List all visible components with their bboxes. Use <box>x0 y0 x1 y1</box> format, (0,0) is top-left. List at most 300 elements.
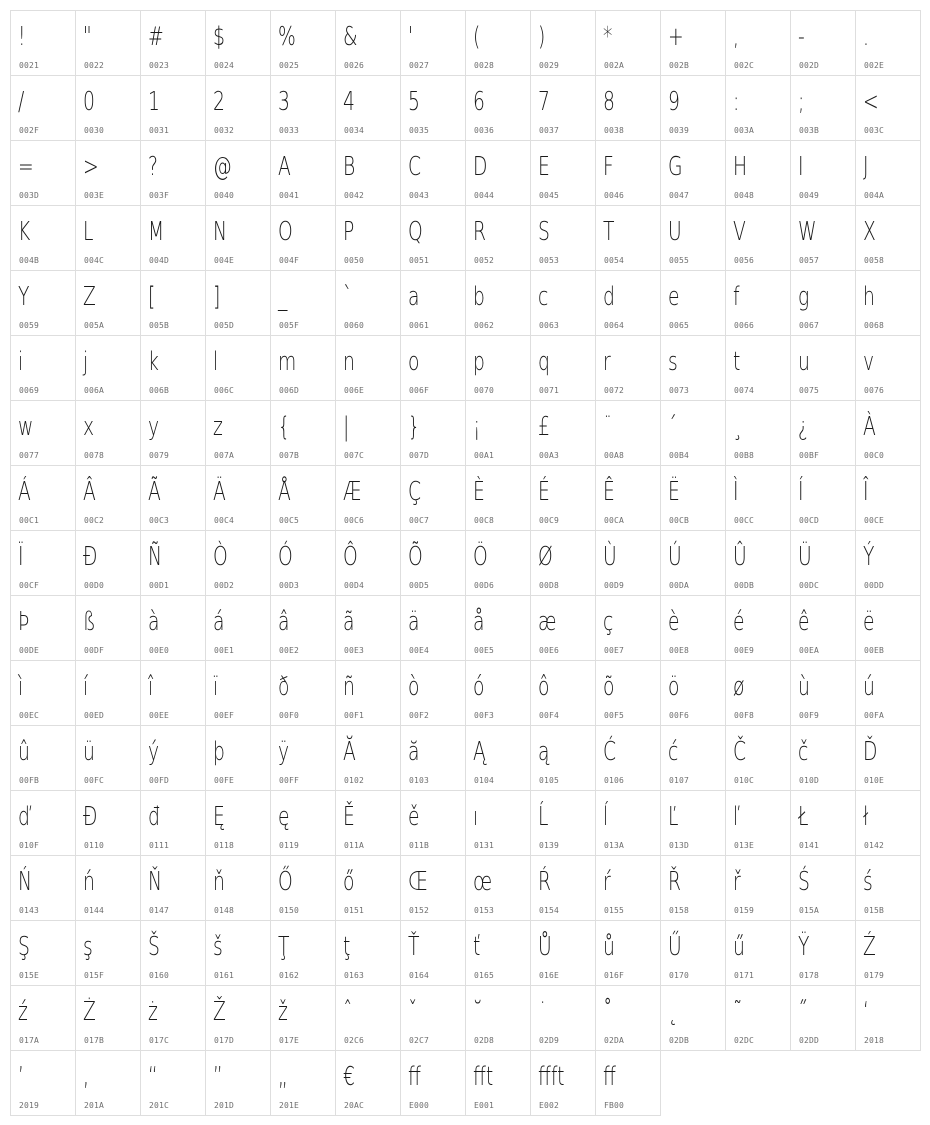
glyph-cell <box>205 400 271 466</box>
glyph-cell <box>335 205 401 271</box>
glyph-cell <box>10 205 76 271</box>
glyph-codepoint: 00A8 <box>604 451 625 460</box>
glyph-character: ó <box>473 672 485 702</box>
glyph-codepoint: 0033 <box>279 126 300 135</box>
glyph-cell <box>10 465 76 531</box>
glyph-cell <box>10 140 76 206</box>
glyph-cell <box>465 400 531 466</box>
glyph-codepoint: 0021 <box>19 61 40 70</box>
glyph-cell <box>790 855 856 921</box>
glyph-codepoint: 0078 <box>84 451 105 460</box>
glyph-character: ` <box>343 282 353 312</box>
glyph-cell <box>465 985 531 1051</box>
glyph-cell <box>270 530 336 596</box>
glyph-codepoint: 0072 <box>604 386 625 395</box>
glyph-character: ń <box>83 867 95 897</box>
glyph-cell <box>205 205 271 271</box>
glyph-codepoint: 004B <box>19 256 40 265</box>
glyph-cell <box>140 530 206 596</box>
glyph-codepoint: 00E3 <box>344 646 365 655</box>
glyph-cell <box>595 725 661 791</box>
glyph-codepoint: 00B8 <box>734 451 755 460</box>
glyph-cell <box>75 10 141 76</box>
glyph-character: 0 <box>83 87 95 117</box>
glyph-character: ˘ <box>473 997 483 1027</box>
glyph-cell <box>465 595 531 661</box>
glyph-character: ä <box>408 607 420 637</box>
glyph-cell <box>530 400 596 466</box>
glyph-character: Ÿ <box>798 932 810 962</box>
glyph-codepoint: 00ED <box>84 711 105 720</box>
glyph-cell <box>400 530 466 596</box>
glyph-character: Ď <box>863 737 878 767</box>
glyph-codepoint: 0071 <box>539 386 560 395</box>
glyph-codepoint: 00C2 <box>84 516 105 525</box>
glyph-cell <box>530 855 596 921</box>
glyph-cell <box>270 140 336 206</box>
glyph-codepoint: 0036 <box>474 126 495 135</box>
glyph-codepoint: 0111 <box>149 841 170 850</box>
glyph-codepoint: 0076 <box>864 386 885 395</box>
glyph-character: œ <box>473 867 493 897</box>
glyph-codepoint: 004D <box>149 256 170 265</box>
glyph-codepoint: 010C <box>734 776 755 785</box>
glyph-codepoint: 0077 <box>19 451 40 460</box>
glyph-cell <box>270 855 336 921</box>
glyph-codepoint: 0031 <box>149 126 170 135</box>
glyph-codepoint: 0058 <box>864 256 885 265</box>
glyph-codepoint: 00EB <box>864 646 885 655</box>
glyph-character: Þ <box>18 607 30 637</box>
glyph-character: ! <box>18 22 26 52</box>
glyph-codepoint: 0025 <box>279 61 300 70</box>
glyph-cell <box>270 595 336 661</box>
glyph-codepoint: 0153 <box>474 906 495 915</box>
glyph-codepoint: 005D <box>214 321 235 330</box>
glyph-character: { <box>278 412 290 442</box>
glyph-cell <box>270 400 336 466</box>
glyph-character: Ł <box>798 802 809 832</box>
glyph-codepoint: 0143 <box>19 906 40 915</box>
glyph-character: Ð <box>83 542 98 572</box>
glyph-character: L <box>83 217 94 247</box>
glyph-codepoint: 00CF <box>19 581 40 590</box>
glyph-codepoint: 0063 <box>539 321 560 330</box>
glyph-codepoint: 0070 <box>474 386 495 395</box>
glyph-cell <box>140 140 206 206</box>
glyph-character: g <box>798 282 810 312</box>
glyph-cell <box>75 985 141 1051</box>
glyph-character: ¸ <box>733 412 743 442</box>
glyph-cell <box>75 205 141 271</box>
glyph-cell <box>270 1050 336 1116</box>
glyph-cell <box>790 400 856 466</box>
glyph-codepoint: 0148 <box>214 906 235 915</box>
glyph-cell <box>595 10 661 76</box>
glyph-character: " <box>83 22 92 52</box>
glyph-cell <box>790 660 856 726</box>
glyph-character: Ź <box>863 932 876 962</box>
glyph-character: Ţ <box>278 932 290 962</box>
glyph-character: 4 <box>343 87 355 117</box>
glyph-character: Ű <box>668 932 682 962</box>
glyph-character: 2 <box>213 87 225 117</box>
glyph-character: O <box>278 217 293 247</box>
glyph-codepoint: 0068 <box>864 321 885 330</box>
glyph-character: ť <box>473 932 481 962</box>
glyph-codepoint: 00F3 <box>474 711 495 720</box>
glyph-codepoint: 00A1 <box>474 451 495 460</box>
glyph-cell <box>75 595 141 661</box>
glyph-codepoint: 007C <box>344 451 365 460</box>
glyph-cell <box>400 270 466 336</box>
glyph-cell <box>75 140 141 206</box>
glyph-codepoint: 0062 <box>474 321 495 330</box>
glyph-character: Ę <box>213 802 225 832</box>
glyph-cell <box>855 660 921 726</box>
glyph-codepoint: 02C7 <box>409 1036 430 1045</box>
glyph-character: W <box>798 217 817 247</box>
glyph-codepoint: 00D8 <box>539 581 560 590</box>
glyph-codepoint: 003E <box>84 191 105 200</box>
glyph-character: S <box>538 217 550 247</box>
glyph-cell <box>270 335 336 401</box>
glyph-codepoint: 0163 <box>344 971 365 980</box>
glyph-codepoint: 00C1 <box>19 516 40 525</box>
glyph-cell <box>335 270 401 336</box>
glyph-codepoint: 0029 <box>539 61 560 70</box>
glyph-codepoint: 0141 <box>799 841 820 850</box>
glyph-codepoint: 0151 <box>344 906 365 915</box>
glyph-codepoint: 0162 <box>279 971 300 980</box>
glyph-cell <box>400 465 466 531</box>
glyph-character: Î <box>863 477 869 507</box>
glyph-codepoint: 00EE <box>149 711 170 720</box>
glyph-character: ĺ <box>603 802 609 832</box>
glyph-codepoint: 015A <box>799 906 820 915</box>
glyph-character: K <box>18 217 31 247</box>
glyph-codepoint: 002A <box>604 61 625 70</box>
glyph-codepoint: 011A <box>344 841 365 850</box>
glyph-codepoint: 003D <box>19 191 40 200</box>
glyph-cell <box>465 530 531 596</box>
glyph-character: 5 <box>408 87 420 117</box>
glyph-character: Ç <box>408 477 422 507</box>
glyph-codepoint: 007D <box>409 451 430 460</box>
glyph-character: Ă <box>343 737 356 767</box>
glyph-character: Ï <box>18 542 24 572</box>
glyph-cell <box>595 530 661 596</box>
glyph-cell <box>10 75 76 141</box>
glyph-codepoint: 0179 <box>864 971 885 980</box>
glyph-cell <box>465 920 531 986</box>
glyph-character: À <box>863 412 876 442</box>
glyph-codepoint: 00C8 <box>474 516 495 525</box>
glyph-cell <box>335 465 401 531</box>
glyph-codepoint: 0154 <box>539 906 560 915</box>
glyph-cell <box>595 660 661 726</box>
glyph-character: F <box>603 152 614 182</box>
glyph-codepoint: 006E <box>344 386 365 395</box>
glyph-character: / <box>18 87 25 117</box>
glyph-codepoint: 0044 <box>474 191 495 200</box>
glyph-codepoint: 00C7 <box>409 516 430 525</box>
glyph-cell <box>140 985 206 1051</box>
glyph-cell <box>660 75 726 141</box>
glyph-codepoint: 0057 <box>799 256 820 265</box>
glyph-codepoint: 00C9 <box>539 516 560 525</box>
glyph-character: Ë <box>668 477 680 507</box>
glyph-character: þ <box>213 737 225 767</box>
glyph-codepoint: 20AC <box>344 1101 365 1110</box>
glyph-codepoint: 00F4 <box>539 711 560 720</box>
glyph-cell <box>595 400 661 466</box>
glyph-character: õ <box>603 672 615 702</box>
glyph-codepoint: 00FA <box>864 711 885 720</box>
glyph-cell <box>790 725 856 791</box>
glyph-codepoint: 005F <box>279 321 300 330</box>
glyph-character: P <box>343 217 355 247</box>
glyph-cell <box>465 75 531 141</box>
glyph-codepoint: 201E <box>279 1101 300 1110</box>
glyph-character: ž <box>278 997 288 1027</box>
glyph-character: f <box>733 282 740 312</box>
glyph-character: ô <box>538 672 550 702</box>
glyph-codepoint: 00CA <box>604 516 625 525</box>
glyph-cell <box>725 465 791 531</box>
glyph-character: ů <box>603 932 615 962</box>
glyph-character: å <box>473 607 485 637</box>
glyph-cell <box>75 400 141 466</box>
glyph-codepoint: 011B <box>409 841 430 850</box>
glyph-cell <box>660 790 726 856</box>
glyph-cell <box>400 985 466 1051</box>
glyph-character: q <box>538 347 550 377</box>
glyph-cell <box>400 140 466 206</box>
glyph-character: ù <box>798 672 810 702</box>
glyph-cell <box>530 10 596 76</box>
glyph-codepoint: 013E <box>734 841 755 850</box>
glyph-cell <box>530 595 596 661</box>
glyph-character: ff <box>408 1062 421 1092</box>
glyph-cell <box>855 465 921 531</box>
glyph-cell <box>205 790 271 856</box>
glyph-character: Ş <box>18 932 30 962</box>
glyph-character: â <box>278 607 290 637</box>
glyph-cell <box>75 270 141 336</box>
glyph-cell <box>790 530 856 596</box>
glyph-cell <box>855 335 921 401</box>
glyph-cell <box>530 75 596 141</box>
glyph-character: I <box>798 152 804 182</box>
glyph-character: „ <box>278 1062 288 1092</box>
glyph-cell <box>335 660 401 726</box>
glyph-codepoint: 00D1 <box>149 581 170 590</box>
glyph-character: T <box>603 217 615 247</box>
glyph-cell <box>855 985 921 1051</box>
glyph-cell <box>465 790 531 856</box>
glyph-codepoint: 015B <box>864 906 885 915</box>
glyph-codepoint: 0040 <box>214 191 235 200</box>
glyph-codepoint: 0142 <box>864 841 885 850</box>
glyph-cell <box>10 920 76 986</box>
glyph-codepoint: 0047 <box>669 191 690 200</box>
glyph-character: í <box>83 672 89 702</box>
glyph-character: Ů <box>538 932 552 962</box>
glyph-character: ê <box>798 607 810 637</box>
glyph-codepoint: 00E7 <box>604 646 625 655</box>
glyph-codepoint: 0055 <box>669 256 690 265</box>
glyph-cell <box>205 270 271 336</box>
glyph-character: ë <box>863 607 875 637</box>
glyph-cell <box>660 335 726 401</box>
glyph-cell <box>595 790 661 856</box>
glyph-character: ' <box>408 22 414 52</box>
glyph-cell <box>335 855 401 921</box>
glyph-character: ¿ <box>798 412 809 442</box>
glyph-codepoint: 0106 <box>604 776 625 785</box>
glyph-character: o <box>408 347 420 377</box>
glyph-codepoint: 0042 <box>344 191 365 200</box>
glyph-cell <box>595 465 661 531</box>
glyph-cell <box>530 790 596 856</box>
glyph-character: Ž <box>213 997 226 1027</box>
glyph-character: Å <box>278 477 291 507</box>
glyph-cell <box>140 465 206 531</box>
glyph-character: £ <box>538 412 550 442</box>
glyph-codepoint: 00E0 <box>149 646 170 655</box>
glyph-cell <box>140 10 206 76</box>
glyph-character: 9 <box>668 87 680 117</box>
glyph-character: Ü <box>798 542 812 572</box>
glyph-character: & <box>343 22 358 52</box>
glyph-cell <box>465 270 531 336</box>
glyph-character: p <box>473 347 485 377</box>
glyph-codepoint: 00FC <box>84 776 105 785</box>
glyph-character: ŕ <box>603 867 611 897</box>
glyph-codepoint: 010D <box>799 776 820 785</box>
glyph-codepoint: 0139 <box>539 841 560 850</box>
glyph-character: ě <box>408 802 420 832</box>
glyph-character: Ý <box>863 542 875 572</box>
glyph-codepoint: 00BF <box>799 451 820 460</box>
glyph-character: $ <box>213 22 225 52</box>
glyph-codepoint: 0104 <box>474 776 495 785</box>
glyph-character: ˇ <box>408 997 418 1027</box>
glyph-cell <box>725 920 791 986</box>
glyph-codepoint: 00D2 <box>214 581 235 590</box>
glyph-codepoint: 0056 <box>734 256 755 265</box>
glyph-cell <box>595 75 661 141</box>
glyph-character: D <box>473 152 488 182</box>
glyph-cell <box>855 400 921 466</box>
glyph-codepoint: 016E <box>539 971 560 980</box>
glyph-cell <box>140 335 206 401</box>
glyph-codepoint: 201C <box>149 1101 170 1110</box>
glyph-codepoint: 00DA <box>669 581 690 590</box>
glyph-character: Æ <box>343 477 362 507</box>
glyph-cell <box>530 205 596 271</box>
glyph-codepoint: 00D0 <box>84 581 105 590</box>
glyph-codepoint: 0079 <box>149 451 170 460</box>
glyph-character: = <box>18 152 34 182</box>
glyph-character: * <box>603 22 613 52</box>
glyph-character: Œ <box>408 867 429 897</box>
glyph-character: c <box>538 282 549 312</box>
glyph-codepoint: 0159 <box>734 906 755 915</box>
glyph-cell <box>205 335 271 401</box>
glyph-codepoint: E001 <box>474 1101 495 1110</box>
glyph-cell <box>530 530 596 596</box>
glyph-character: z <box>213 412 223 442</box>
glyph-codepoint: 0165 <box>474 971 495 980</box>
glyph-cell <box>660 660 726 726</box>
glyph-character: ¨ <box>603 412 613 442</box>
glyph-character: É <box>538 477 550 507</box>
glyph-cell <box>595 205 661 271</box>
glyph-character: ą <box>538 737 550 767</box>
glyph-cell <box>270 725 336 791</box>
glyph-character: È <box>473 477 485 507</box>
glyph-cell <box>790 790 856 856</box>
glyph-character: ò <box>408 672 420 702</box>
glyph-cell <box>855 725 921 791</box>
glyph-codepoint: 00E5 <box>474 646 495 655</box>
glyph-codepoint: 00F1 <box>344 711 365 720</box>
glyph-cell <box>660 10 726 76</box>
glyph-cell <box>725 205 791 271</box>
glyph-codepoint: 005B <box>149 321 170 330</box>
glyph-cell <box>75 725 141 791</box>
glyph-character: Ż <box>83 997 96 1027</box>
glyph-codepoint: 201D <box>214 1101 235 1110</box>
glyph-codepoint: 003F <box>149 191 170 200</box>
glyph-cell <box>10 1050 76 1116</box>
glyph-character: y <box>148 412 160 442</box>
glyph-character: Õ <box>408 542 423 572</box>
glyph-cell <box>205 660 271 726</box>
glyph-character: - <box>798 22 805 52</box>
glyph-character: ç <box>603 607 614 637</box>
glyph-codepoint: 006A <box>84 386 105 395</box>
glyph-cell <box>335 140 401 206</box>
glyph-character: n <box>343 347 355 377</box>
glyph-character: V <box>733 217 746 247</box>
glyph-character: R <box>473 217 487 247</box>
glyph-cell <box>855 595 921 661</box>
glyph-character: ć <box>668 737 679 767</box>
glyph-cell <box>790 10 856 76</box>
glyph-codepoint: 00DC <box>799 581 820 590</box>
glyph-character: ű <box>733 932 745 962</box>
glyph-character: ˛ <box>668 997 678 1027</box>
glyph-cell <box>400 660 466 726</box>
glyph-character: ß <box>83 607 96 637</box>
glyph-character: ˙ <box>538 997 548 1027</box>
glyph-character: Û <box>733 542 747 572</box>
glyph-character: : <box>733 87 740 117</box>
glyph-character: t <box>733 347 741 377</box>
glyph-cell <box>465 465 531 531</box>
glyph-cell <box>790 205 856 271</box>
glyph-cell <box>205 530 271 596</box>
glyph-codepoint: 0066 <box>734 321 755 330</box>
glyph-codepoint: 0170 <box>669 971 690 980</box>
glyph-codepoint: 010F <box>19 841 40 850</box>
glyph-cell <box>10 595 76 661</box>
glyph-codepoint: 00C4 <box>214 516 235 525</box>
glyph-cell <box>855 10 921 76</box>
